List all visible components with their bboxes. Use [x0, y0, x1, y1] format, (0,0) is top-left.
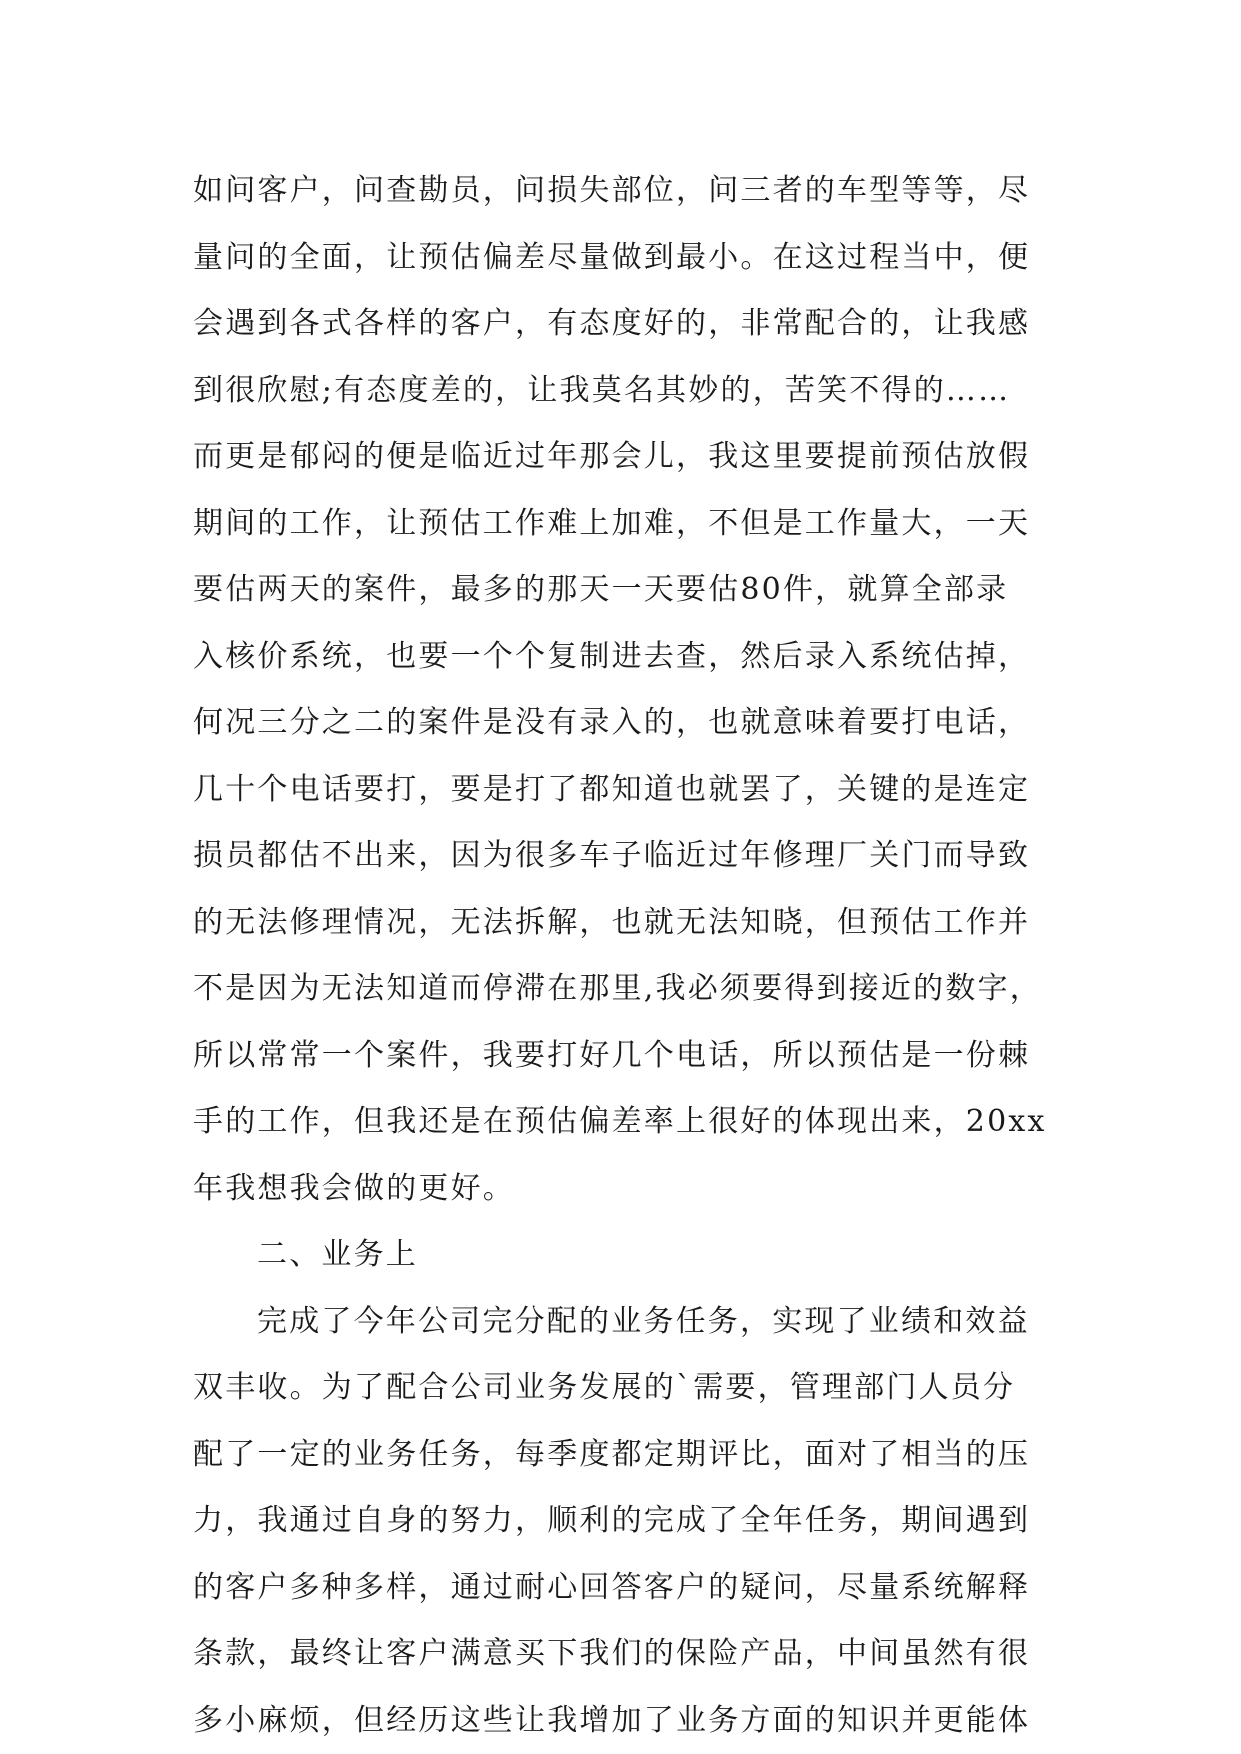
text-line: 如问客户，问查勘员，问损失部位，问三者的车型等等，尽	[193, 173, 1031, 208]
text-line: 双丰收。为了配合公司业务发展的`需要，管理部门人员分	[193, 1370, 1016, 1405]
text-line: 而更是郁闷的便是临近过年那会儿，我这里要提前预估放假	[193, 439, 1031, 474]
text-line: 力，我通过自身的努力，顺利的完成了全年任务，期间遇到	[193, 1503, 1031, 1538]
text-line: 几十个电话要打，要是打了都知道也就罢了，关键的是连定	[193, 771, 1031, 807]
text-line: 配了一定的业务任务，每季度都定期评比，面对了相当的压	[193, 1436, 1031, 1472]
text-line: 要估两天的案件，最多的那天一天要估80件，就算全部录	[193, 572, 1009, 607]
text-line: 到很欣慰;有态度差的，让我莫名其妙的，苦笑不得的……	[193, 372, 1011, 408]
text-line: 手的工作，但我还是在预估偏差率上很好的体现出来，20xx	[193, 1104, 1047, 1139]
section-heading: 二、业务上	[257, 1237, 418, 1272]
text-line: 损员都估不出来，因为很多车子临近过年修理厂关门而导致	[193, 838, 1031, 873]
text-line: 所以常常一个案件，我要打好几个电话，所以预估是一份棘	[193, 1037, 1031, 1073]
text-line: 多小麻烦，但经历这些让我增加了业务方面的知识并更能体	[193, 1702, 1031, 1738]
text-line: 年我想我会做的更好。	[193, 1170, 515, 1206]
text-line: 会遇到各式各样的客户，有态度好的，非常配合的，让我感	[193, 306, 1031, 341]
body-text	[193, 158, 1063, 1754]
text-line: 不是因为无法知道而停滞在那里,我必须要得到接近的数字，	[193, 971, 1042, 1006]
text-line: 何况三分之二的案件是没有录入的，也就意味着要打电话，	[193, 705, 1031, 740]
text-line: 的无法修理情况，无法拆解，也就无法知晓，但预估工作并	[193, 904, 1031, 940]
text-line: 的客户多种多样，通过耐心回答客户的疑问，尽量系统解释	[193, 1569, 1031, 1605]
text-line: 入核价系统，也要一个个复制进去查，然后录入系统估掉，	[193, 638, 1031, 674]
text-line: 量问的全面，让预估偏差尽量做到最小。在这过程当中，便	[193, 239, 1031, 275]
text-line: 条款，最终让客户满意买下我们的保险产品，中间虽然有很	[193, 1636, 1031, 1671]
paragraph-first-line: 完成了今年公司完分配的业务任务，实现了业绩和效益	[257, 1303, 1030, 1339]
text-line: 期间的工作，让预估工作难上加难，不但是工作量大，一天	[193, 505, 1031, 541]
